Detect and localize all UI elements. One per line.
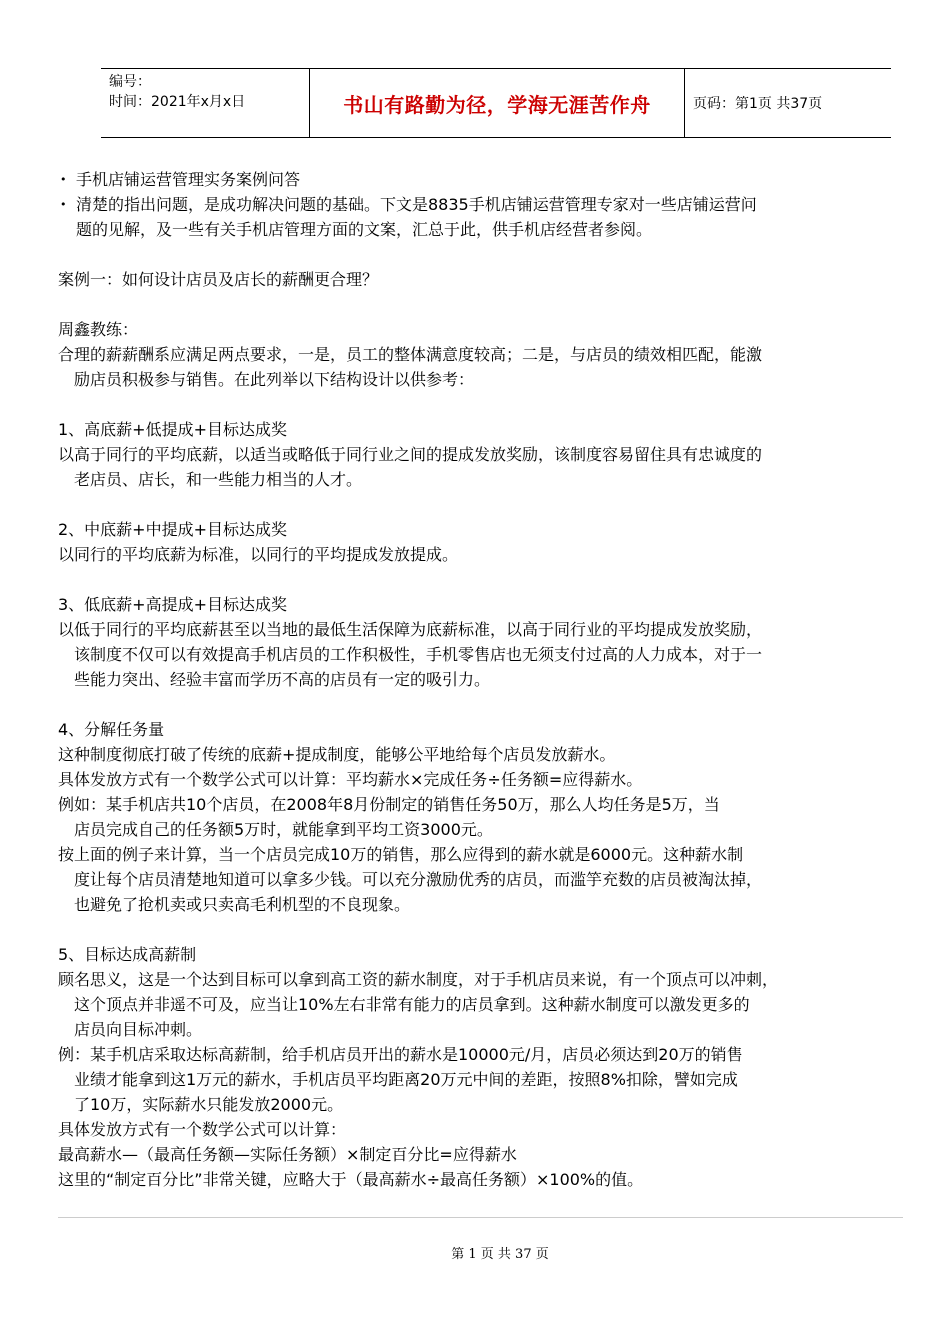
header-page-code: 页码：第1页 共37页: [693, 96, 823, 112]
blank-line: [58, 242, 903, 267]
blank-line: [58, 917, 903, 942]
intro-line: 励店员积极参与销售。在此列举以下结构设计以供参考：: [74, 370, 475, 389]
header-meta: [101, 69, 309, 137]
case-title: 案例一：如何设计店员及店长的薪酬更合理？: [58, 270, 379, 289]
body-line: 老店员、店长，和一些能力相当的人才。: [74, 470, 363, 489]
bullet-item: [58, 217, 903, 242]
blank-line: [58, 492, 903, 517]
blank-line: [58, 567, 903, 592]
bullet-text: 题的见解，及一些有关手机店管理方面的文案，汇总于此，供手机店经营者参阅。: [76, 220, 653, 239]
bullet-dot-icon: •: [60, 198, 67, 211]
body-line: 例：某手机店采取达标高薪制，给手机店员开出的薪水是10000元/月，店员必须达到20万的销售: [58, 1045, 743, 1064]
intro-line: 合理的薪薪酬系应满足两点要求，一是，员工的整体满意度较高；二是，与店员的绩效相匹配，能激: [58, 345, 763, 364]
body-line: 最高薪水—（最高任务额—实际任务额）×制定百分比=应得薪水: [58, 1145, 517, 1164]
body-line: 以高于同行的平均底薪，以适当或略低于同行业之间的提成发放奖励，该制度容易留住具有忠诚度的: [58, 445, 763, 464]
bullet-text: 清楚的指出问题，是成功解决问题的基础。下文是8835手机店铺运营管理专家对一些店铺运营问: [76, 195, 757, 214]
section-heading: 3、低底薪+高提成+目标达成奖: [58, 595, 287, 614]
body-line: 按上面的例子来计算，当一个店员完成10万的销售，那么应得到的薪水就是6000元。这种薪水制: [58, 845, 744, 864]
bullet-text: 手机店铺运营管理实务案例问答: [76, 170, 301, 189]
body-line: 这里的“制定百分比”非常关键，应略大于（最高薪水÷最高任务额）×100%的值。: [58, 1170, 644, 1189]
body-line: 度让每个店员清楚地知道可以拿多少钱。可以充分激励优秀的店员，而滥竽充数的店员被淘汰掉，: [74, 870, 763, 889]
bullet-item: [58, 167, 903, 192]
blank-line: [58, 692, 903, 717]
document-number-label: 编号：: [109, 74, 151, 90]
section-heading: 1、高底薪+低提成+目标达成奖: [58, 420, 287, 439]
bullet-item: [58, 192, 903, 217]
bullet-dot-icon: •: [60, 173, 67, 186]
blank-line: [58, 392, 903, 417]
page-footer: 第 1 页 共 37 页: [451, 1247, 549, 1262]
page-header: [101, 68, 891, 138]
body-line: 具体发放方式有一个数学公式可以计算：: [58, 1120, 347, 1139]
body-line: 些能力突出、经验丰富而学历不高的店员有一定的吸引力。: [74, 670, 491, 689]
body-line: 该制度不仅可以有效提高手机店员的工作积极性，手机零售店也无须支付过高的人力成本，对于一: [74, 645, 763, 664]
body-line: 这种制度彻底打破了传统的底薪+提成制度，能够公平地给每个店员发放薪水。: [58, 745, 616, 764]
body-line: 顾名思义，这是一个达到目标可以拿到高工资的薪水制度，对于手机店员来说，有一个顶点可以冲刺，: [58, 970, 779, 989]
blank-line: [58, 292, 903, 317]
header-motto: 书山有路勤为径，学海无涯苦作舟: [309, 69, 685, 137]
body-line: 例如：某手机店共10个店员，在2008年8月份制定的销售任务50万，那么人均任务是5万，当: [58, 795, 720, 814]
body-line: 具体发放方式有一个数学公式可以计算：平均薪水×完成任务÷任务额=应得薪水。: [58, 770, 643, 789]
coach-label: 周鑫教练：: [58, 320, 139, 339]
document-time: 时间：2021年x月x日: [109, 94, 246, 110]
section-heading: 4、分解任务量: [58, 720, 165, 739]
section-heading: 5、目标达成高薪制: [58, 945, 197, 964]
section-heading: 2、中底薪+中提成+目标达成奖: [58, 520, 287, 539]
body-line: 这个顶点并非遥不可及，应当让10%左右非常有能力的店员拿到。这种薪水制度可以激发更多的: [74, 995, 750, 1014]
body-line: 以低于同行的平均底薪甚至以当地的最低生活保障为底薪标准，以高于同行业的平均提成发放奖励，: [58, 620, 763, 639]
body-line: 业绩才能拿到这1万元的薪水，手机店员平均距离20万元中间的差距，按照8%扣除，譬如完成: [74, 1070, 738, 1089]
body-line: 也避免了抢机卖或只卖高毛利机型的不良现象。: [74, 895, 411, 914]
body-line: 店员向目标冲刺。: [74, 1020, 203, 1039]
body-line: 店员完成自己的任务额5万时，就能拿到平均工资3000元。: [74, 820, 493, 839]
body-line: 以同行的平均底薪为标准，以同行的平均提成发放提成。: [58, 545, 459, 564]
footer-divider: [58, 1217, 903, 1218]
document-body: [58, 167, 903, 1192]
body-line: 了10万，实际薪水只能发放2000元。: [74, 1095, 344, 1114]
